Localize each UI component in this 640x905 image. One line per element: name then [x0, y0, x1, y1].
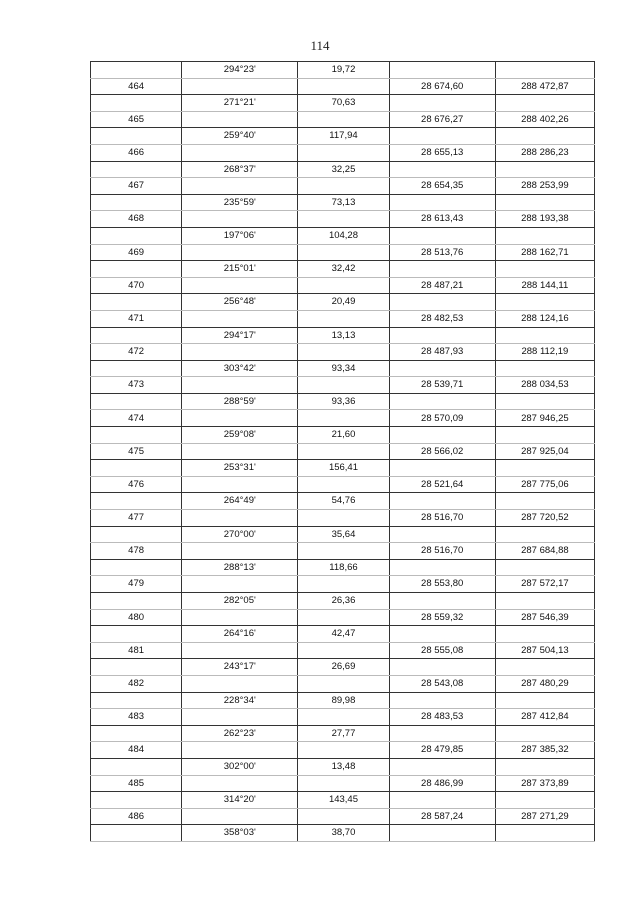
table-row-segment — [91, 128, 595, 145]
length-cell: 32,25 — [298, 161, 389, 178]
table-row-point — [91, 709, 595, 726]
direction-angle-cell: 282°05' — [182, 593, 298, 610]
x-coordinate-cell — [389, 692, 495, 709]
point-number-cell: 486 — [91, 808, 182, 825]
y-coordinate-cell — [495, 460, 594, 477]
length-cell: 27,77 — [298, 725, 389, 742]
y-coordinate-cell — [495, 62, 594, 79]
y-coordinate-cell: 287 412,84 — [495, 709, 594, 726]
x-coordinate-cell — [389, 161, 495, 178]
x-coordinate-cell — [389, 360, 495, 377]
x-coordinate-cell — [389, 559, 495, 576]
length-cell — [298, 111, 389, 128]
table-row-point — [91, 775, 595, 792]
table-row-segment — [91, 327, 595, 344]
point-number-cell: 485 — [91, 775, 182, 792]
length-cell: 26,36 — [298, 593, 389, 610]
coordinates-table — [90, 61, 595, 842]
y-coordinate-cell: 287 385,32 — [495, 742, 594, 759]
point-number-cell — [91, 393, 182, 410]
direction-angle-cell — [182, 344, 298, 361]
direction-angle-cell: 259°08' — [182, 427, 298, 444]
direction-angle-cell — [182, 510, 298, 527]
y-coordinate-cell: 287 572,17 — [495, 576, 594, 593]
x-coordinate-cell: 28 566,02 — [389, 443, 495, 460]
x-coordinate-cell: 28 483,53 — [389, 709, 495, 726]
x-coordinate-cell: 28 482,53 — [389, 310, 495, 327]
y-coordinate-cell: 287 271,29 — [495, 808, 594, 825]
y-coordinate-cell: 288 124,16 — [495, 310, 594, 327]
point-number-cell — [91, 526, 182, 543]
x-coordinate-cell: 28 655,13 — [389, 144, 495, 161]
x-coordinate-cell — [389, 194, 495, 211]
direction-angle-cell — [182, 576, 298, 593]
point-number-cell — [91, 128, 182, 145]
y-coordinate-cell: 288 402,26 — [495, 111, 594, 128]
point-number-cell: 464 — [91, 78, 182, 95]
length-cell: 21,60 — [298, 427, 389, 444]
x-coordinate-cell: 28 654,35 — [389, 178, 495, 195]
y-coordinate-cell: 287 925,04 — [495, 443, 594, 460]
table-row-segment — [91, 626, 595, 643]
y-coordinate-cell: 288 112,19 — [495, 344, 594, 361]
y-coordinate-cell — [495, 360, 594, 377]
length-cell: 54,76 — [298, 493, 389, 510]
x-coordinate-cell: 28 513,76 — [389, 244, 495, 261]
direction-angle-cell — [182, 709, 298, 726]
table-row-segment — [91, 758, 595, 775]
length-cell — [298, 410, 389, 427]
direction-angle-cell: 288°13' — [182, 559, 298, 576]
x-coordinate-cell — [389, 261, 495, 278]
x-coordinate-cell: 28 613,43 — [389, 211, 495, 228]
point-number-cell — [91, 692, 182, 709]
point-number-cell: 479 — [91, 576, 182, 593]
x-coordinate-cell: 28 674,60 — [389, 78, 495, 95]
length-cell — [298, 344, 389, 361]
table-row-point — [91, 443, 595, 460]
table-row-point — [91, 609, 595, 626]
direction-angle-cell: 264°16' — [182, 626, 298, 643]
length-cell: 13,48 — [298, 758, 389, 775]
point-number-cell: 474 — [91, 410, 182, 427]
length-cell: 73,13 — [298, 194, 389, 211]
direction-angle-cell: 243°17' — [182, 659, 298, 676]
direction-angle-cell: 197°06' — [182, 227, 298, 244]
x-coordinate-cell — [389, 493, 495, 510]
x-coordinate-cell — [389, 725, 495, 742]
direction-angle-cell: 268°37' — [182, 161, 298, 178]
table-row-segment — [91, 460, 595, 477]
point-number-cell — [91, 559, 182, 576]
x-coordinate-cell: 28 559,32 — [389, 609, 495, 626]
table-row-segment — [91, 261, 595, 278]
y-coordinate-cell: 288 034,53 — [495, 377, 594, 394]
table-row-point — [91, 510, 595, 527]
y-coordinate-cell — [495, 692, 594, 709]
page-number: 114 — [310, 38, 330, 53]
direction-angle-cell: 303°42' — [182, 360, 298, 377]
y-coordinate-cell — [495, 161, 594, 178]
table-row-segment — [91, 526, 595, 543]
point-number-cell: 484 — [91, 742, 182, 759]
table-row-point — [91, 78, 595, 95]
direction-angle-cell — [182, 775, 298, 792]
length-cell — [298, 709, 389, 726]
x-coordinate-cell: 28 553,80 — [389, 576, 495, 593]
table-row-point — [91, 211, 595, 228]
length-cell: 42,47 — [298, 626, 389, 643]
x-coordinate-cell: 28 570,09 — [389, 410, 495, 427]
point-number-cell — [91, 427, 182, 444]
y-coordinate-cell: 287 480,29 — [495, 675, 594, 692]
direction-angle-cell — [182, 410, 298, 427]
direction-angle-cell — [182, 609, 298, 626]
table-row-point — [91, 377, 595, 394]
table-row-segment — [91, 95, 595, 112]
direction-angle-cell — [182, 642, 298, 659]
y-coordinate-cell — [495, 659, 594, 676]
y-coordinate-cell: 288 193,38 — [495, 211, 594, 228]
y-coordinate-cell — [495, 294, 594, 311]
x-coordinate-cell: 28 539,71 — [389, 377, 495, 394]
length-cell: 26,69 — [298, 659, 389, 676]
point-number-cell — [91, 758, 182, 775]
length-cell: 93,36 — [298, 393, 389, 410]
point-number-cell: 472 — [91, 344, 182, 361]
coordinates-table-body — [91, 62, 595, 842]
table-row-segment — [91, 725, 595, 742]
length-cell: 143,45 — [298, 792, 389, 809]
point-number-cell — [91, 792, 182, 809]
y-coordinate-cell — [495, 725, 594, 742]
point-number-cell: 477 — [91, 510, 182, 527]
x-coordinate-cell — [389, 460, 495, 477]
y-coordinate-cell: 288 253,99 — [495, 178, 594, 195]
table-row-segment — [91, 825, 595, 842]
y-coordinate-cell — [495, 261, 594, 278]
y-coordinate-cell — [495, 95, 594, 112]
y-coordinate-cell — [495, 825, 594, 842]
length-cell — [298, 211, 389, 228]
length-cell — [298, 476, 389, 493]
direction-angle-cell: 270°00' — [182, 526, 298, 543]
direction-angle-cell — [182, 808, 298, 825]
length-cell: 70,63 — [298, 95, 389, 112]
length-cell: 13,13 — [298, 327, 389, 344]
x-coordinate-cell: 28 487,21 — [389, 277, 495, 294]
table-row-segment — [91, 393, 595, 410]
direction-angle-cell: 288°59' — [182, 393, 298, 410]
length-cell — [298, 642, 389, 659]
point-number-cell — [91, 62, 182, 79]
x-coordinate-cell — [389, 825, 495, 842]
y-coordinate-cell — [495, 327, 594, 344]
x-coordinate-cell — [389, 128, 495, 145]
length-cell: 19,72 — [298, 62, 389, 79]
length-cell — [298, 78, 389, 95]
length-cell: 38,70 — [298, 825, 389, 842]
point-number-cell: 470 — [91, 277, 182, 294]
direction-angle-cell: 256°48' — [182, 294, 298, 311]
length-cell: 35,64 — [298, 526, 389, 543]
direction-angle-cell: 294°23' — [182, 62, 298, 79]
point-number-cell — [91, 194, 182, 211]
y-coordinate-cell: 288 286,23 — [495, 144, 594, 161]
y-coordinate-cell — [495, 427, 594, 444]
point-number-cell — [91, 659, 182, 676]
table-row-point — [91, 178, 595, 195]
x-coordinate-cell — [389, 62, 495, 79]
direction-angle-cell: 314°20' — [182, 792, 298, 809]
y-coordinate-cell: 288 144,11 — [495, 277, 594, 294]
length-cell — [298, 742, 389, 759]
x-coordinate-cell — [389, 393, 495, 410]
point-number-cell: 480 — [91, 609, 182, 626]
x-coordinate-cell — [389, 792, 495, 809]
direction-angle-cell — [182, 543, 298, 560]
y-coordinate-cell — [495, 194, 594, 211]
length-cell: 156,41 — [298, 460, 389, 477]
point-number-cell: 478 — [91, 543, 182, 560]
table-row-point — [91, 642, 595, 659]
x-coordinate-cell: 28 487,93 — [389, 344, 495, 361]
direction-angle-cell: 264°49' — [182, 493, 298, 510]
x-coordinate-cell — [389, 227, 495, 244]
table-row-point — [91, 742, 595, 759]
length-cell — [298, 178, 389, 195]
point-number-cell: 468 — [91, 211, 182, 228]
length-cell — [298, 310, 389, 327]
table-row-point — [91, 808, 595, 825]
y-coordinate-cell — [495, 526, 594, 543]
length-cell: 93,34 — [298, 360, 389, 377]
table-row-point — [91, 144, 595, 161]
table-row-point — [91, 310, 595, 327]
length-cell — [298, 675, 389, 692]
length-cell — [298, 609, 389, 626]
y-coordinate-cell: 287 775,06 — [495, 476, 594, 493]
direction-angle-cell — [182, 144, 298, 161]
y-coordinate-cell: 287 720,52 — [495, 510, 594, 527]
x-coordinate-cell — [389, 593, 495, 610]
direction-angle-cell — [182, 742, 298, 759]
point-number-cell: 483 — [91, 709, 182, 726]
direction-angle-cell: 262°23' — [182, 725, 298, 742]
table-row-segment — [91, 792, 595, 809]
direction-angle-cell: 228°34' — [182, 692, 298, 709]
point-number-cell — [91, 261, 182, 278]
length-cell: 104,28 — [298, 227, 389, 244]
direction-angle-cell — [182, 211, 298, 228]
y-coordinate-cell: 288 472,87 — [495, 78, 594, 95]
table-row-point — [91, 476, 595, 493]
direction-angle-cell — [182, 78, 298, 95]
point-number-cell: 465 — [91, 111, 182, 128]
table-row-segment — [91, 62, 595, 79]
y-coordinate-cell: 287 373,89 — [495, 775, 594, 792]
x-coordinate-cell: 28 486,99 — [389, 775, 495, 792]
x-coordinate-cell — [389, 526, 495, 543]
table-row-point — [91, 344, 595, 361]
point-number-cell — [91, 227, 182, 244]
x-coordinate-cell — [389, 294, 495, 311]
direction-angle-cell — [182, 178, 298, 195]
direction-angle-cell — [182, 277, 298, 294]
direction-angle-cell — [182, 377, 298, 394]
y-coordinate-cell — [495, 626, 594, 643]
x-coordinate-cell: 28 521,64 — [389, 476, 495, 493]
length-cell — [298, 377, 389, 394]
direction-angle-cell: 294°17' — [182, 327, 298, 344]
table-row-segment — [91, 593, 595, 610]
direction-angle-cell — [182, 443, 298, 460]
point-number-cell: 475 — [91, 443, 182, 460]
point-number-cell — [91, 161, 182, 178]
table-row-point — [91, 675, 595, 692]
point-number-cell — [91, 725, 182, 742]
y-coordinate-cell: 287 684,88 — [495, 543, 594, 560]
point-number-cell: 481 — [91, 642, 182, 659]
table-row-segment — [91, 559, 595, 576]
point-number-cell: 476 — [91, 476, 182, 493]
length-cell: 89,98 — [298, 692, 389, 709]
point-number-cell: 466 — [91, 144, 182, 161]
direction-angle-cell — [182, 675, 298, 692]
table-row-segment — [91, 294, 595, 311]
y-coordinate-cell — [495, 128, 594, 145]
length-cell — [298, 144, 389, 161]
y-coordinate-cell: 287 546,39 — [495, 609, 594, 626]
length-cell — [298, 775, 389, 792]
x-coordinate-cell: 28 479,85 — [389, 742, 495, 759]
table-row-segment — [91, 659, 595, 676]
point-number-cell — [91, 493, 182, 510]
point-number-cell — [91, 626, 182, 643]
table-row-segment — [91, 692, 595, 709]
y-coordinate-cell — [495, 393, 594, 410]
direction-angle-cell: 271°21' — [182, 95, 298, 112]
length-cell: 32,42 — [298, 261, 389, 278]
length-cell: 118,66 — [298, 559, 389, 576]
length-cell: 20,49 — [298, 294, 389, 311]
direction-angle-cell — [182, 244, 298, 261]
length-cell — [298, 576, 389, 593]
point-number-cell — [91, 593, 182, 610]
length-cell — [298, 510, 389, 527]
table-row-point — [91, 543, 595, 560]
y-coordinate-cell: 287 946,25 — [495, 410, 594, 427]
x-coordinate-cell: 28 516,70 — [389, 543, 495, 560]
point-number-cell: 471 — [91, 310, 182, 327]
length-cell — [298, 808, 389, 825]
y-coordinate-cell — [495, 227, 594, 244]
point-number-cell: 469 — [91, 244, 182, 261]
table-row-point — [91, 576, 595, 593]
table-row-segment — [91, 493, 595, 510]
length-cell — [298, 543, 389, 560]
x-coordinate-cell — [389, 626, 495, 643]
length-cell — [298, 443, 389, 460]
direction-angle-cell: 259°40' — [182, 128, 298, 145]
x-coordinate-cell: 28 676,27 — [389, 111, 495, 128]
table-row-point — [91, 244, 595, 261]
y-coordinate-cell — [495, 559, 594, 576]
direction-angle-cell: 235°59' — [182, 194, 298, 211]
direction-angle-cell: 215°01' — [182, 261, 298, 278]
point-number-cell: 482 — [91, 675, 182, 692]
length-cell — [298, 244, 389, 261]
point-number-cell: 473 — [91, 377, 182, 394]
direction-angle-cell — [182, 310, 298, 327]
x-coordinate-cell — [389, 758, 495, 775]
x-coordinate-cell: 28 516,70 — [389, 510, 495, 527]
direction-angle-cell — [182, 476, 298, 493]
table-row-segment — [91, 427, 595, 444]
point-number-cell — [91, 360, 182, 377]
table-row-segment — [91, 194, 595, 211]
x-coordinate-cell — [389, 327, 495, 344]
table-row-point — [91, 111, 595, 128]
x-coordinate-cell — [389, 95, 495, 112]
x-coordinate-cell: 28 587,24 — [389, 808, 495, 825]
table-row-segment — [91, 161, 595, 178]
y-coordinate-cell — [495, 758, 594, 775]
table-row-point — [91, 277, 595, 294]
y-coordinate-cell: 287 504,13 — [495, 642, 594, 659]
y-coordinate-cell — [495, 493, 594, 510]
table-row-segment — [91, 360, 595, 377]
x-coordinate-cell — [389, 427, 495, 444]
direction-angle-cell: 302°00' — [182, 758, 298, 775]
table-row-segment — [91, 227, 595, 244]
y-coordinate-cell — [495, 593, 594, 610]
y-coordinate-cell: 288 162,71 — [495, 244, 594, 261]
length-cell — [298, 277, 389, 294]
point-number-cell — [91, 825, 182, 842]
x-coordinate-cell — [389, 659, 495, 676]
point-number-cell — [91, 95, 182, 112]
direction-angle-cell — [182, 111, 298, 128]
direction-angle-cell: 358°03' — [182, 825, 298, 842]
point-number-cell — [91, 327, 182, 344]
y-coordinate-cell — [495, 792, 594, 809]
direction-angle-cell: 253°31' — [182, 460, 298, 477]
point-number-cell — [91, 460, 182, 477]
point-number-cell — [91, 294, 182, 311]
x-coordinate-cell: 28 555,08 — [389, 642, 495, 659]
length-cell: 117,94 — [298, 128, 389, 145]
point-number-cell: 467 — [91, 178, 182, 195]
x-coordinate-cell: 28 543,08 — [389, 675, 495, 692]
table-row-point — [91, 410, 595, 427]
